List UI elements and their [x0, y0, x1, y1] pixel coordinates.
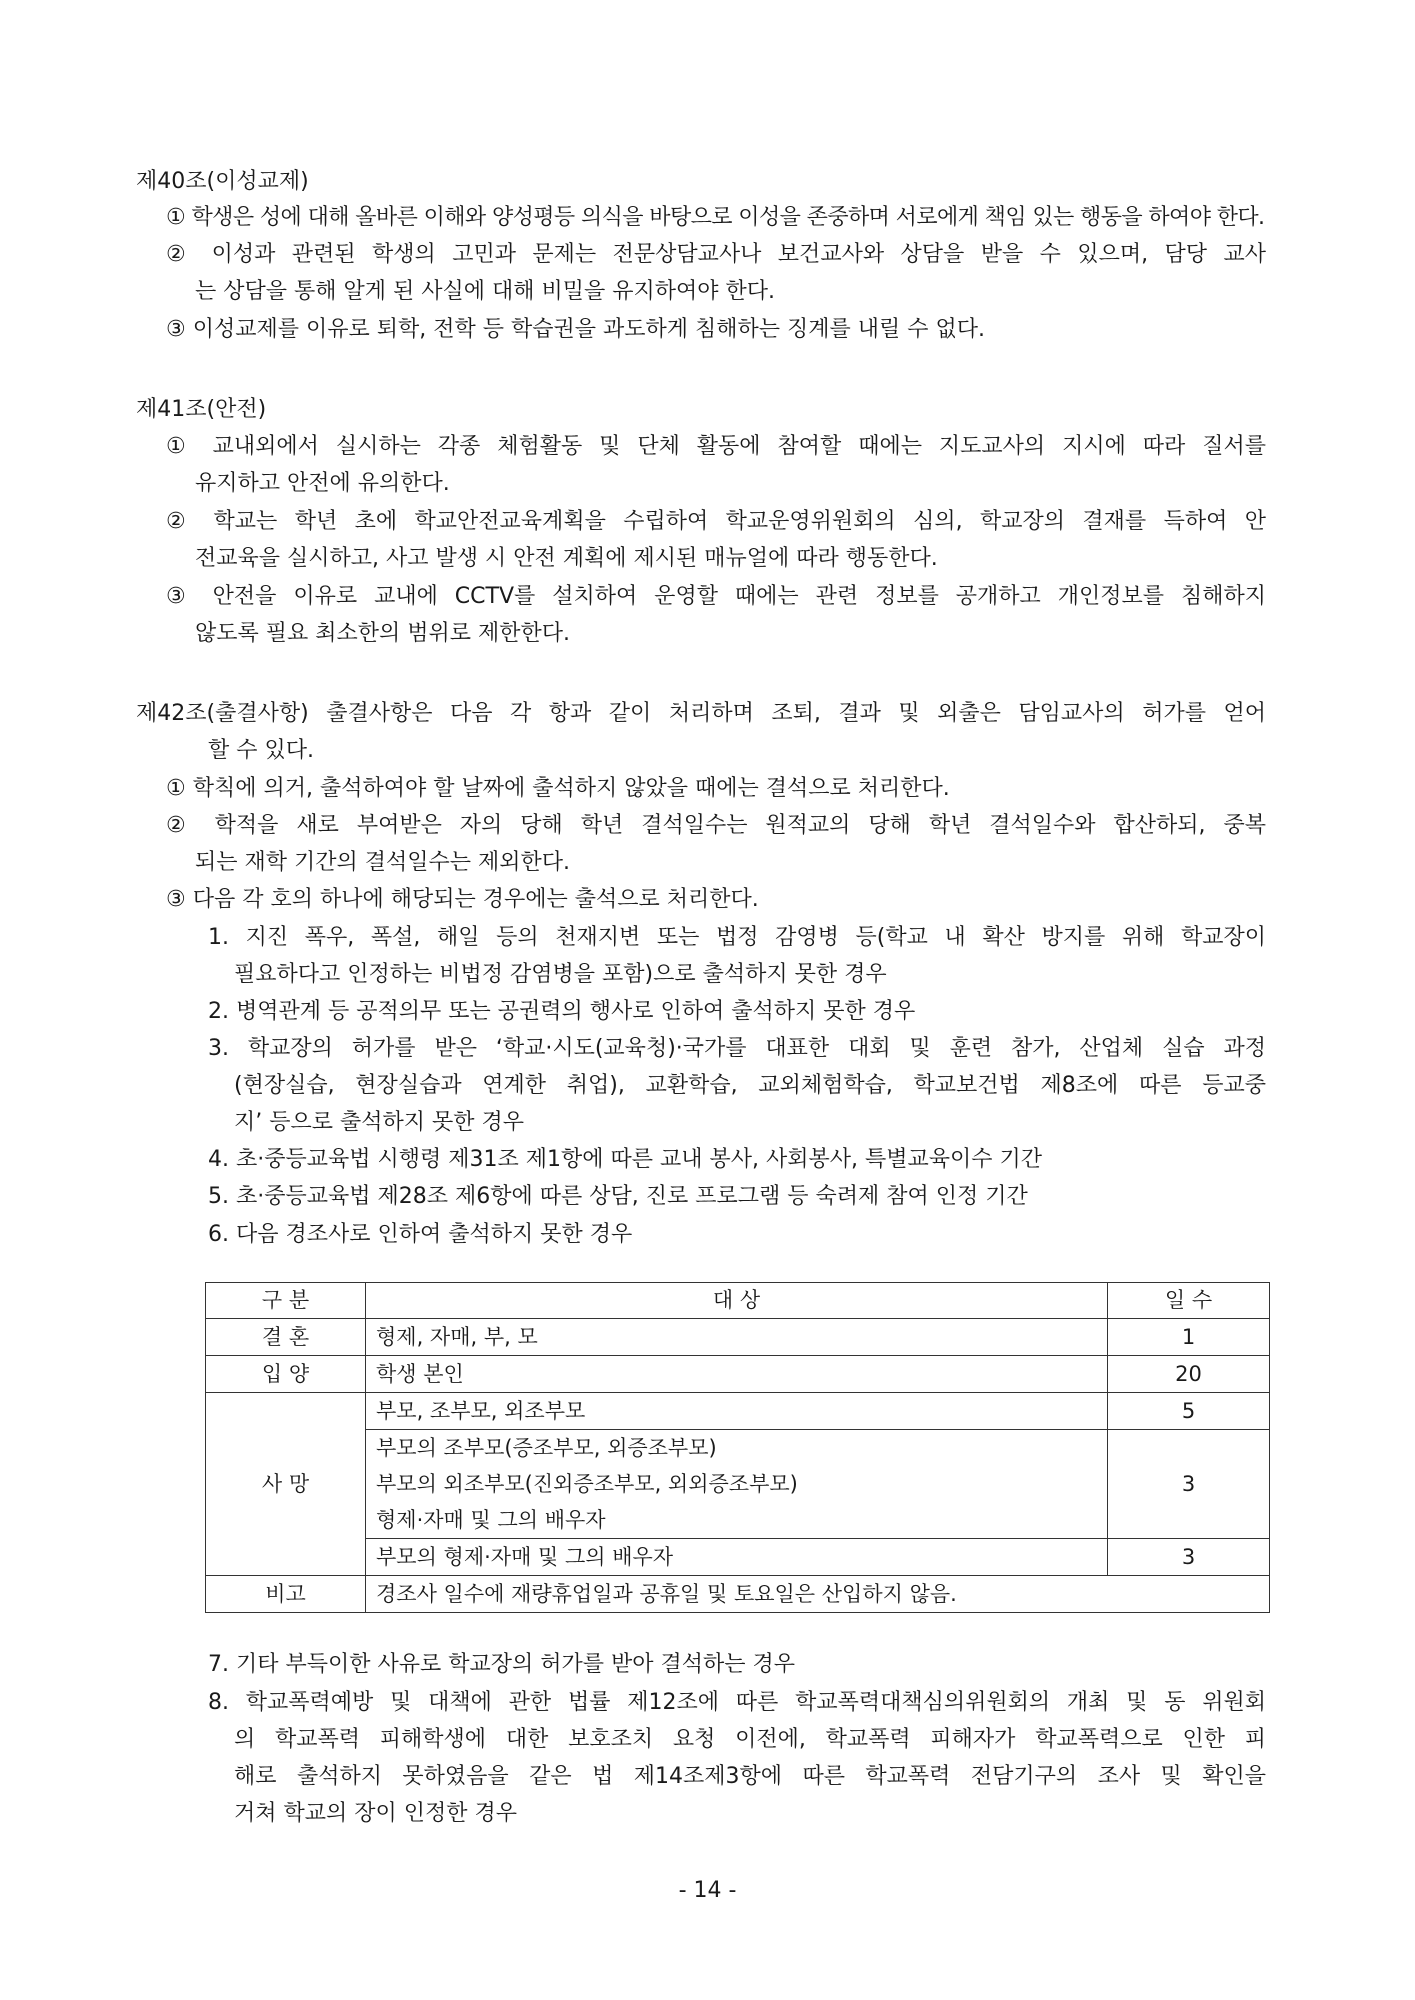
table-row	[206, 1539, 1270, 1576]
table-row	[206, 1430, 1270, 1467]
article-42-para-3: ③ 다음 각 호의 하나에 해당되는 경우에는 출석으로 처리한다.	[166, 887, 759, 912]
article-41-title: 제41조(안전)	[136, 397, 267, 422]
row-target-adoption: 학생 본인	[366, 1356, 1108, 1393]
row-label-marriage: 결 혼	[206, 1319, 366, 1356]
article-41-para-3-cont: 않도록 필요 최소한의 범위로 제한한다.	[195, 621, 570, 646]
row-text-note: 경조사 일수에 재량휴업일과 공휴일 및 토요일은 산입하지 않음.	[366, 1576, 1270, 1613]
article-40-para-1: ① 학생은 성에 대해 올바른 이해와 양성평등 의식을 바탕으로 이성을 존중하며 서로에게 책임 있는 행동을 하여야 한다.	[166, 205, 1265, 230]
article-41-para-3: ③ 안전을 이유로 교내에 CCTV를 설치하여 운영할 때에는 관련 정보를 공개하고 개인정보를 침해하지	[166, 584, 1266, 609]
article-40-para-3: ③ 이성교제를 이유로 퇴학, 전학 등 학습권을 과도하게 침해하는 징계를 내릴 수 없다.	[166, 317, 985, 342]
item-3-cont-2: 지’ 등으로 출석하지 못한 경우	[234, 1110, 524, 1135]
row-days-marriage: 1	[1108, 1319, 1270, 1356]
row-days-death-2: 3	[1108, 1430, 1270, 1539]
article-40-title: 제40조(이성교제)	[136, 169, 309, 194]
row-target-death-2a: 부모의 조부모(증조부모, 외증조부모)	[366, 1430, 1108, 1467]
table-row	[206, 1356, 1270, 1393]
item-2: 2. 병역관계 등 공적의무 또는 공권력의 행사로 인하여 출석하지 못한 경우	[208, 999, 916, 1024]
article-42-para-2-cont: 되는 재학 기간의 결석일수는 제외한다.	[195, 850, 570, 875]
page-number: - 14 -	[678, 1878, 737, 1903]
item-3: 3. 학교장의 허가를 받은 ‘학교·시도(교육청)·국가를 대표한 대회 및 훈련 참가, 산업체 실습 과정	[208, 1036, 1266, 1061]
row-target-death-3: 부모의 형제·자매 및 그의 배우자	[366, 1539, 1108, 1576]
item-8-cont-3: 거쳐 학교의 장이 인정한 경우	[234, 1801, 517, 1826]
row-target-death-1: 부모, 조부모, 외조부모	[366, 1393, 1108, 1430]
header-days: 일 수	[1108, 1283, 1270, 1319]
article-40-para-2-cont: 는 상담을 통해 알게 된 사실에 대해 비밀을 유지하여야 한다.	[195, 279, 775, 304]
item-7: 7. 기타 부득이한 사유로 학교장의 허가를 받아 결석하는 경우	[208, 1652, 795, 1677]
article-41-para-1-cont: 유지하고 안전에 유의한다.	[195, 471, 450, 496]
item-8-cont-1: 의 학교폭력 피해학생에 대한 보호조치 요청 이전에, 학교폭력 피해자가 학교폭력으로 인한 피	[234, 1727, 1266, 1752]
row-label-note: 비고	[206, 1576, 366, 1613]
article-42-para-2: ② 학적을 새로 부여받은 자의 당해 학년 결석일수는 원적교의 당해 학년 결석일수와 합산하되, 중복	[166, 813, 1266, 838]
item-3-cont-1: (현장실습, 현장실습과 연계한 취업), 교환학습, 교외체험학습, 학교보건법 제8조에 따른 등교중	[234, 1073, 1266, 1098]
article-41-para-2-cont: 전교육을 실시하고, 사고 발생 시 안전 계획에 제시된 매뉴얼에 따라 행동한다.	[195, 546, 938, 571]
row-label-death: 사 망	[206, 1393, 366, 1576]
row-target-death-2b: 부모의 외조부모(진외증조부모, 외외증조부모)	[366, 1466, 1108, 1502]
table-header-row	[206, 1283, 1270, 1319]
row-days-death-3: 3	[1108, 1539, 1270, 1576]
table-row	[206, 1319, 1270, 1356]
condolence-leave-table	[205, 1282, 1270, 1613]
item-8: 8. 학교폭력예방 및 대책에 관한 법률 제12조에 따른 학교폭력대책심의위원회의 개최 및 동 위원회	[208, 1690, 1266, 1715]
article-42-intro: 제42조(출결사항) 출결사항은 다음 각 항과 같이 처리하며 조퇴, 결과 및 외출은 담임교사의 허가를 얻어	[136, 701, 1266, 726]
article-41-para-1: ① 교내외에서 실시하는 각종 체험활동 및 단체 활동에 참여할 때에는 지도교사의 지시에 따라 질서를	[166, 434, 1266, 459]
article-42-intro-cont: 할 수 있다.	[208, 738, 314, 763]
article-42-para-1: ① 학칙에 의거, 출석하여야 할 날짜에 출석하지 않았을 때에는 결석으로 처리한다.	[166, 776, 950, 801]
row-days-death-1: 5	[1108, 1393, 1270, 1430]
article-40-para-2: ② 이성과 관련된 학생의 고민과 문제는 전문상담교사나 보건교사와 상담을 받을 수 있으며, 담당 교사	[166, 242, 1266, 267]
item-1: 1. 지진 폭우, 폭설, 해일 등의 천재지변 또는 법정 감영병 등(학교 내 확산 방지를 위해 학교장이	[208, 925, 1266, 950]
item-6: 6. 다음 경조사로 인하여 출석하지 못한 경우	[208, 1222, 633, 1247]
row-label-adoption: 입 양	[206, 1356, 366, 1393]
item-8-cont-2: 해로 출석하지 못하였음을 같은 법 제14조제3항에 따른 학교폭력 전담기구의 조사 및 확인을	[234, 1764, 1266, 1789]
item-5: 5. 초·중등교육법 제28조 제6항에 따른 상담, 진로 프로그램 등 숙려제 참여 인정 기간	[208, 1184, 1028, 1209]
table-row	[206, 1393, 1270, 1430]
row-days-adoption: 20	[1108, 1356, 1270, 1393]
row-target-marriage: 형제, 자매, 부, 모	[366, 1319, 1108, 1356]
table-row	[206, 1576, 1270, 1613]
header-category: 구 분	[206, 1283, 366, 1319]
row-target-death-2c: 형제·자매 및 그의 배우자	[366, 1502, 1108, 1539]
item-4: 4. 초·중등교육법 시행령 제31조 제1항에 따른 교내 봉사, 사회봉사, 특별교육이수 기간	[208, 1147, 1042, 1172]
header-target: 대 상	[366, 1283, 1108, 1319]
item-1-cont: 필요하다고 인정하는 비법정 감염병을 포함)으로 출석하지 못한 경우	[234, 962, 887, 987]
article-41-para-2: ② 학교는 학년 초에 학교안전교육계획을 수립하여 학교운영위원회의 심의, 학교장의 결재를 득하여 안	[166, 509, 1266, 534]
